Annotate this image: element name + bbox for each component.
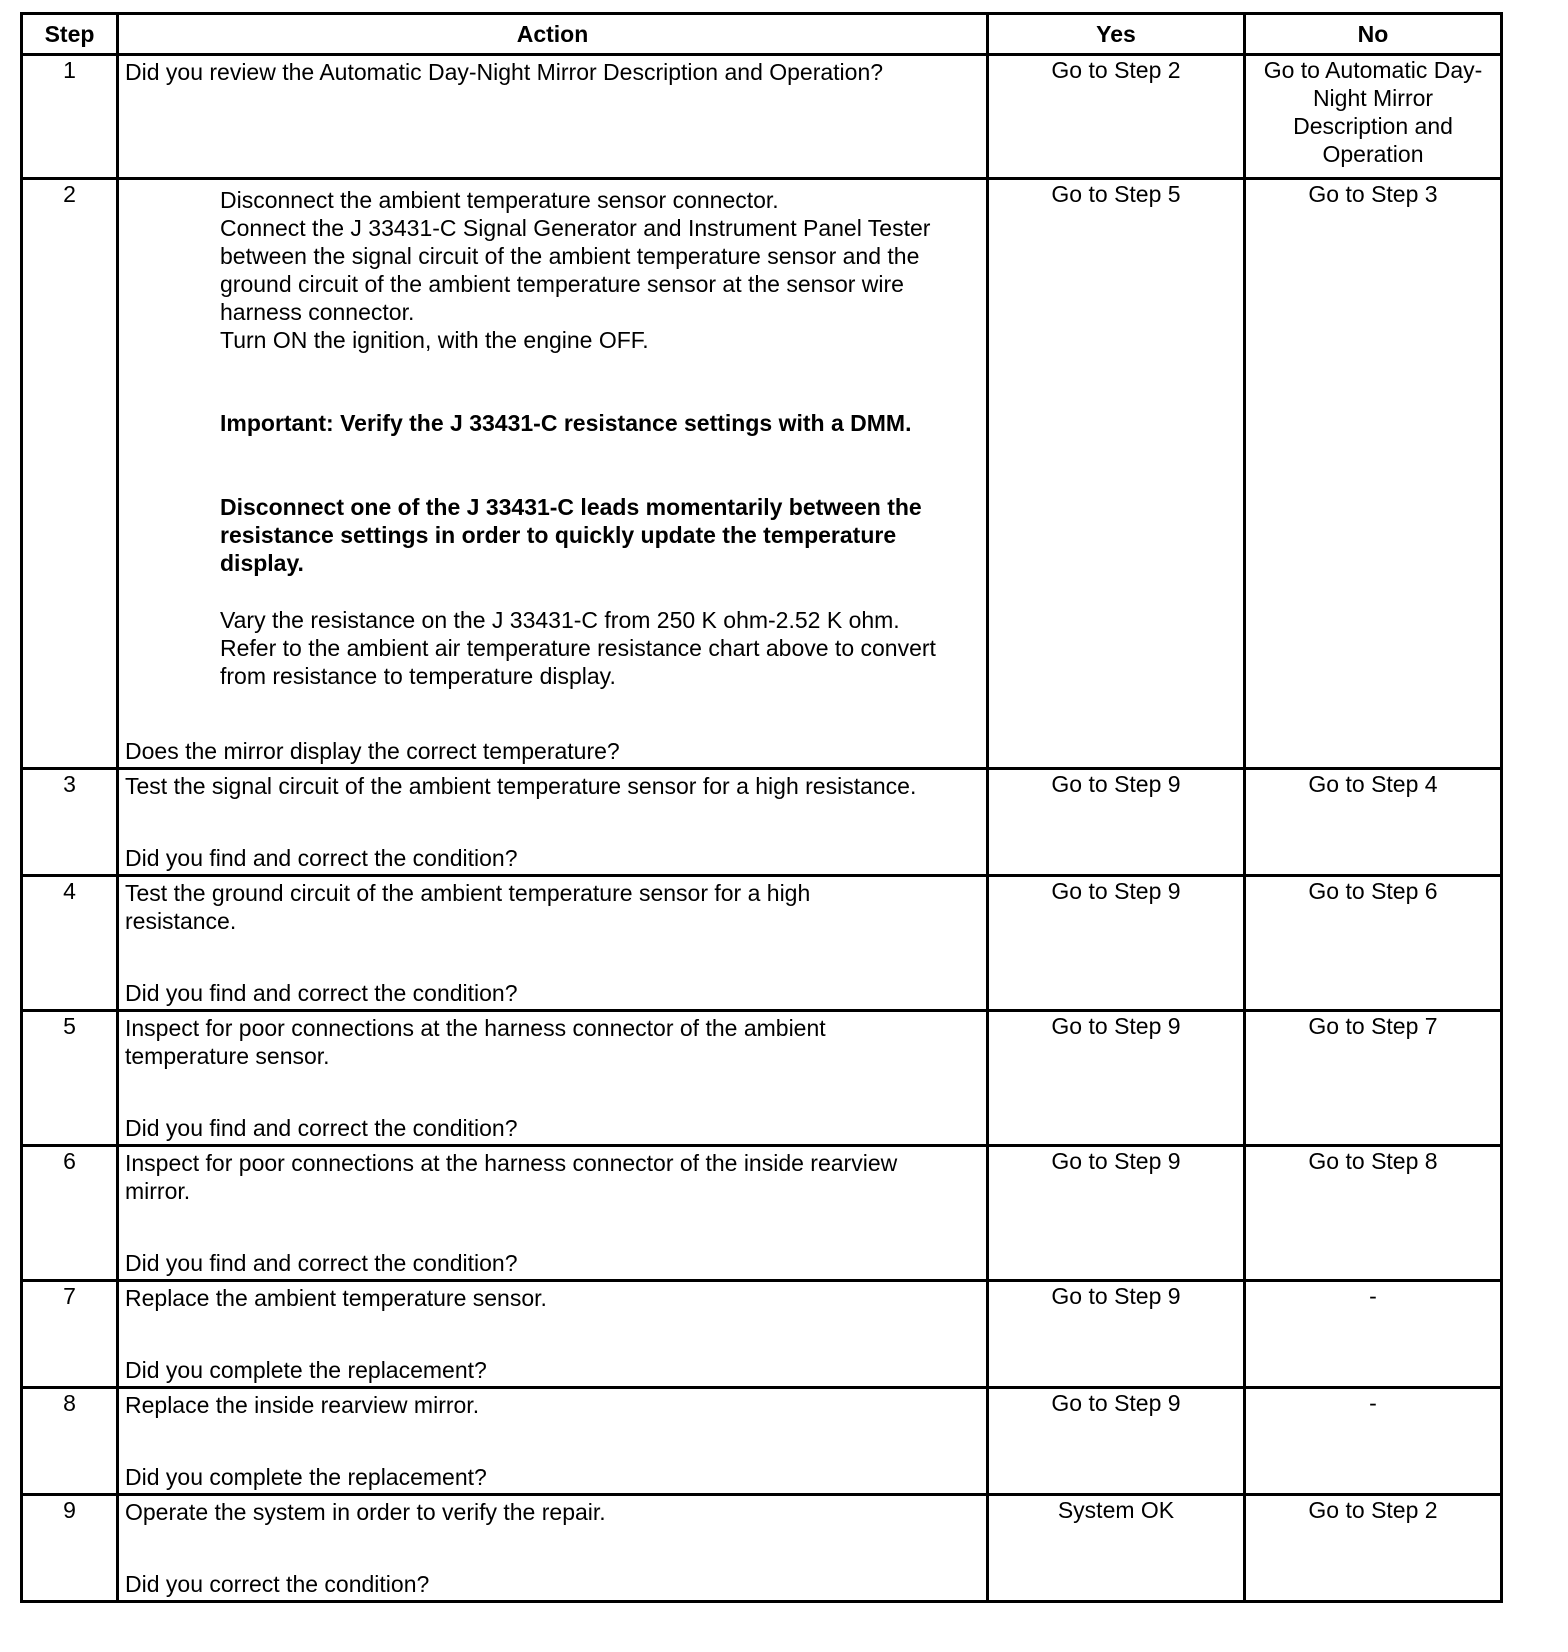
action-question: Did you find and correct the condition?	[125, 980, 518, 1006]
action-text: Replace the ambient temperature sensor.	[125, 1285, 547, 1311]
yes-cell: Go to Step 9	[988, 1011, 1245, 1146]
action-cell	[118, 769, 988, 876]
action-cell	[118, 1146, 988, 1281]
table-row	[22, 55, 1502, 179]
step-number: 6	[22, 1146, 118, 1281]
action-question: Did you correct the condition?	[125, 1571, 430, 1597]
table-row	[22, 1146, 1502, 1281]
action-text: Operate the system in order to verify the repair.	[125, 1499, 606, 1525]
no-cell: Go to Step 2	[1245, 1495, 1502, 1602]
step-number: 1	[22, 55, 118, 179]
yes-cell: Go to Step 9	[988, 1281, 1245, 1388]
yes-cell: Go to Step 9	[988, 1388, 1245, 1495]
step-number: 2	[22, 179, 118, 769]
diagnostic-table	[20, 12, 1503, 1603]
step-number: 7	[22, 1281, 118, 1388]
table-row	[22, 1495, 1502, 1602]
action-cell	[118, 179, 988, 769]
table-row	[22, 876, 1502, 1011]
bold-note: Disconnect one of the J 33431-C leads momentarily between the resistance settings in order to quickly update the temperature display.	[220, 494, 922, 576]
action-cell	[118, 876, 988, 1011]
step-number: 3	[22, 769, 118, 876]
header-action: Action	[118, 14, 988, 55]
action-text: Test the signal circuit of the ambient temperature sensor for a high resistance.	[125, 773, 917, 799]
action-cell	[118, 1011, 988, 1146]
action-text: Test the ground circuit of the ambient temperature sensor for a high resistance.	[125, 880, 811, 934]
table-row	[22, 179, 1502, 769]
instruction-line: Disconnect the ambient temperature sensor connector.	[220, 187, 779, 213]
vary-block	[220, 606, 980, 690]
action-text: Inspect for poor connections at the harness connector of the ambient temperature sensor.	[125, 1015, 826, 1069]
yes-cell: Go to Step 9	[988, 876, 1245, 1011]
yes-cell: Go to Step 2	[988, 55, 1245, 179]
no-cell: Go to Automatic Day-Night Mirror Description and Operation	[1245, 55, 1502, 179]
table-row	[22, 1281, 1502, 1388]
action-cell	[118, 55, 988, 179]
step-number: 9	[22, 1495, 118, 1602]
table-row	[22, 769, 1502, 876]
action-question: Did you find and correct the condition?	[125, 845, 518, 871]
action-question: Did you find and correct the condition?	[125, 1250, 518, 1276]
yes-cell: System OK	[988, 1495, 1245, 1602]
yes-cell: Go to Step 9	[988, 769, 1245, 876]
no-cell: Go to Step 3	[1245, 179, 1502, 769]
header-no: No	[1245, 14, 1502, 55]
no-cell: -	[1245, 1388, 1502, 1495]
instruction-line: Connect the J 33431-C Signal Generator and Instrument Panel Tester between the signal circuit of the ambient temperature sensor and the ground circuit of the ambient temperature sensor at the sensor wire harness connector.	[220, 215, 931, 325]
header-step: Step	[22, 14, 118, 55]
instruction-line: Turn ON the ignition, with the engine OFF.	[220, 327, 649, 353]
action-question: Does the mirror display the correct temperature?	[125, 738, 620, 764]
no-cell: Go to Step 8	[1245, 1146, 1502, 1281]
yes-cell: Go to Step 5	[988, 179, 1245, 769]
action-cell	[118, 1495, 988, 1602]
header-row	[22, 14, 1502, 55]
step-number: 5	[22, 1011, 118, 1146]
step-number: 8	[22, 1388, 118, 1495]
instruction-block	[220, 186, 980, 354]
action-question: Did you find and correct the condition?	[125, 1115, 518, 1141]
action-question: Did you complete the replacement?	[125, 1357, 487, 1383]
step-number: 4	[22, 876, 118, 1011]
no-cell: Go to Step 7	[1245, 1011, 1502, 1146]
action-question: Did you complete the replacement?	[125, 1464, 487, 1490]
no-cell: -	[1245, 1281, 1502, 1388]
action-cell	[118, 1281, 988, 1388]
action-text: Replace the inside rearview mirror.	[125, 1392, 480, 1418]
action-text: Did you review the Automatic Day-Night Mirror Description and Operation?	[125, 59, 884, 85]
no-cell: Go to Step 4	[1245, 769, 1502, 876]
table-row	[22, 1388, 1502, 1495]
instruction-line: Vary the resistance on the J 33431-C from 250 K ohm-2.52 K ohm.	[220, 607, 900, 633]
instruction-line: Refer to the ambient air temperature resistance chart above to convert from resistance to temperature display.	[220, 635, 936, 689]
action-text: Inspect for poor connections at the harness connector of the inside rearview mirror.	[125, 1150, 898, 1204]
table-row	[22, 1011, 1502, 1146]
important-note: Important: Verify the J 33431-C resistance settings with a DMM.	[220, 410, 912, 436]
no-cell: Go to Step 6	[1245, 876, 1502, 1011]
action-cell	[118, 1388, 988, 1495]
header-yes: Yes	[988, 14, 1245, 55]
yes-cell: Go to Step 9	[988, 1146, 1245, 1281]
